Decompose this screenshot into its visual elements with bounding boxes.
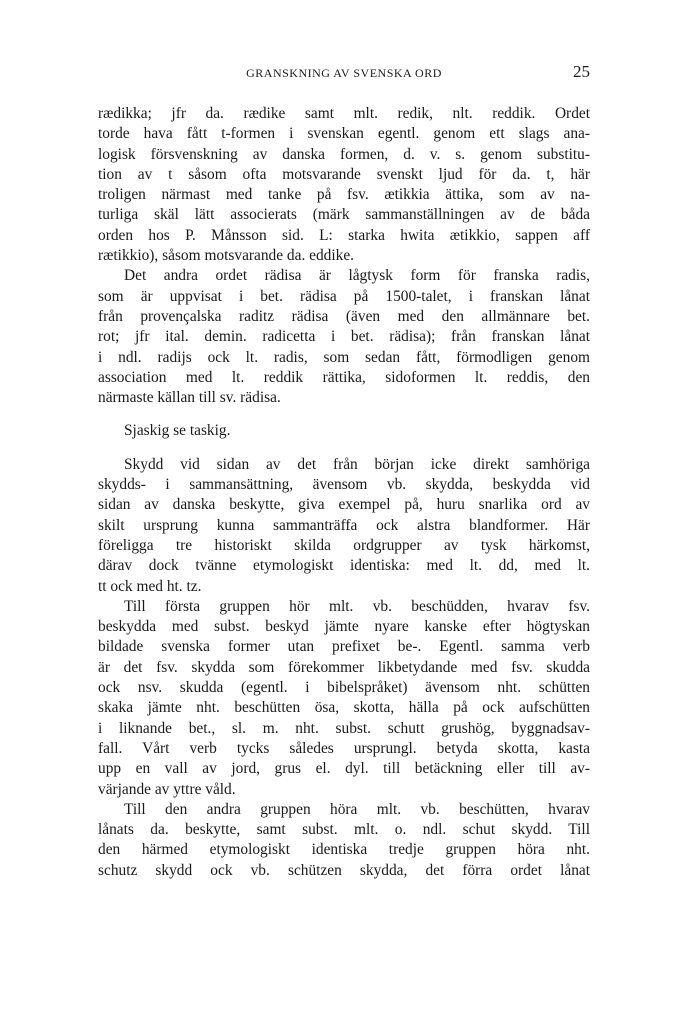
text-line: ock nsv. skudda (egentl. i bibelspråket) ävensom nht. schütten [98,679,590,697]
text-line: association med lt. reddik rättika, sidoformen lt. reddis, den [98,368,590,386]
text-line: turliga skäl lätt associerats (märk sammanställningen av de båda [98,206,590,224]
text-line: upp en vall av jord, grus el. dyl. till betäckning eller till av- [98,760,590,778]
page-number: 25 [573,62,590,81]
text-line: Skydd vid sidan av det från början icke direkt samhöriga [124,455,590,473]
text-line: skaka jämte nht. beschütten ösa, skotta, hälla på ock aufschütten [98,699,590,717]
page-body [98,104,590,881]
text-line: är det fsv. skydda som förekommer likbetydande med fsv. skudda [98,658,590,676]
text-line: torde hava fått t-formen i svenskan egentl. genom ett slags ana- [98,125,590,143]
paragraph-gap [98,408,590,421]
text-line: rot; jfr ital. demin. radicetta i bet. rädisa); från franskan lånat [98,328,590,346]
paragraph-gap [98,442,590,455]
text-line: därav dock tvänne etymologiskt identiska: med lt. dd, med lt. [98,557,590,575]
running-header: GRANSKNING AV SVENSKA ORD [246,66,442,80]
text-line: bildade svenska former utan prefixet be-. Egentl. samma verb [98,638,590,656]
text-line: från provençalska raditz rädisa (även med den allmännare bet. [98,307,590,325]
text-line: närmaste källan till sv. rädisa. [98,389,281,407]
text-line: i ndl. radijs ock lt. radis, som sedan fått, förmodligen genom [98,348,590,366]
text-line: orden hos P. Månsson sid. L: starka hwita ætikkio, sappen aff [98,226,590,244]
text-line: tt ock med ht. tz. [98,577,202,595]
text-line: Till första gruppen hör mlt. vb. beschüdden, hvarav fsv. [124,597,590,615]
text-line: Det andra ordet rädisa är lågtysk form för franska radis, [124,267,590,285]
text-line: värjande av yttre våld. [98,780,236,798]
text-line: sidan av danska beskytte, giva exempel på, huru snarlika ord av [98,496,590,514]
text-line: troligen närmast med tanke på fsv. ætikkia ättika, som av na- [98,186,590,204]
text-line: skilt ursprung kunna sammanträffa ock alstra blandformer. Här [98,516,590,534]
text-line: rætikkio), såsom motsvarande da. eddike. [98,247,355,265]
text-line: som är uppvisat i bet. rädisa på 1500-talet, i franskan lånat [98,287,590,305]
text-line: föreligga tre historiskt skilda ordgrupper av tysk härkomst, [98,536,590,554]
text-line: Till den andra gruppen höra mlt. vb. beschütten, hvarav [124,800,590,818]
text-line: lånats da. beskytte, samt subst. mlt. o. ndl. schut skydd. Till [98,821,590,839]
text-line: fall. Vårt verb tycks således ursprungl. betyda skotta, kasta [98,739,590,757]
text-line: beskydda med subst. beskyd jämte nyare kanske efter högtyskan [98,618,590,636]
text-line: logisk försvenskning av danska formen, d. v. s. genom substitu- [98,145,590,163]
text-line: tion av t såsom ofta motsvarande svenskt ljud för da. t, här [98,165,590,183]
text-line: rædikka; jfr da. rædike samt mlt. redik, nlt. reddik. Ordet [98,105,590,122]
text-line: den härmed etymologiskt identiska tredje gruppen höra nht. [98,841,590,859]
entry-headword-line: Sjaskig se taskig. [124,422,231,440]
text-line: schutz skydd ock vb. schützen skydda, det förra ordet lånat [98,861,590,879]
text-line: skydds- i sammansättning, ävensom vb. skydda, beskydda vid [98,476,590,494]
text-line: i liknande bet., sl. m. nht. subst. schutt grushög, byggnadsav- [98,719,590,737]
